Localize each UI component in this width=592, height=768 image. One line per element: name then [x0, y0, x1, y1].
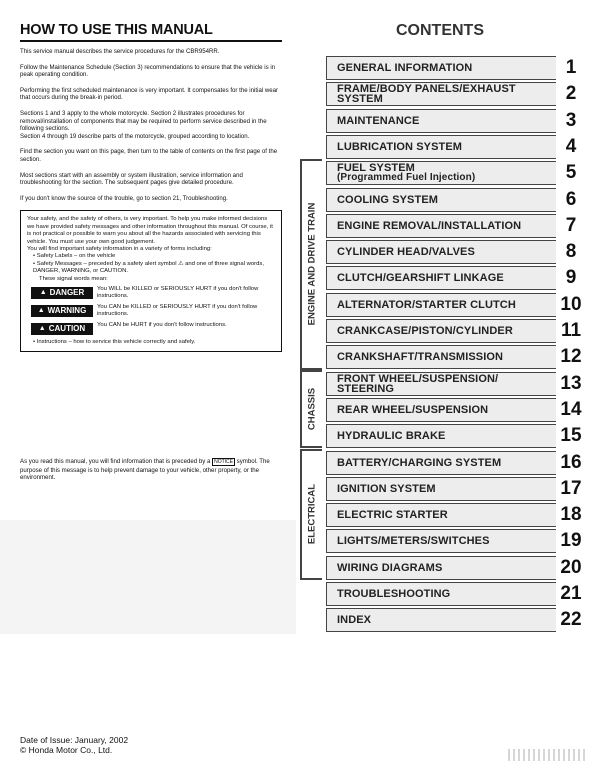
toc-item-label: LIGHTS/METERS/SWITCHES	[326, 529, 556, 553]
toc-item-label: TROUBLESHOOTING	[326, 582, 556, 606]
warning-label: ▲ WARNING	[31, 305, 93, 317]
notice-symbol: NOTICE	[214, 459, 233, 465]
toc-item-21[interactable]	[326, 582, 586, 606]
toc-item-label: REAR WHEEL/SUSPENSION	[326, 398, 556, 422]
troubleshooting-paragraph: If you don't know the source of the trouble, go to section 21, Troubleshooting.	[20, 194, 228, 202]
safety-forms: You will find important safety information in a variety of forms including:	[27, 245, 212, 252]
toc-item-label: HYDRAULIC BRAKE	[326, 424, 556, 448]
toc-item-number: 21	[560, 583, 582, 604]
toc-item-9[interactable]	[326, 266, 586, 290]
group-chassis	[300, 370, 322, 449]
toc-item-17[interactable]	[326, 477, 586, 501]
find-section-paragraph: Find the section you want on this page, then turn to the table of contents on the first page of the section.	[20, 148, 278, 163]
first-maintenance-paragraph: Performing the first scheduled maintenance is very important. It compensates for the initial wear that occurs during the break-in period.	[20, 86, 279, 102]
toc-item-number: 14	[560, 398, 582, 420]
toc-item-5[interactable]	[326, 161, 586, 185]
toc-item-15[interactable]	[326, 424, 586, 448]
toc-item-label: CRANKCASE/PISTON/CYLINDER	[326, 319, 556, 343]
toc-item-number: 22	[560, 609, 582, 631]
copyright: © Honda Motor Co., Ltd.	[20, 745, 113, 755]
toc-item-number: 10	[560, 293, 582, 315]
safety-bullet-messages: • Safety Messages – preceded by a safety alert symbol ⚠ and one of three signal words, DANGER, WARNING, or CAUTION.	[33, 260, 264, 275]
toc-item-label: BATTERY/CHARGING SYSTEM	[326, 451, 556, 475]
toc-item-number: 7	[565, 214, 577, 236]
toc-item-label: INDEX	[326, 608, 556, 632]
toc-item-18[interactable]	[326, 503, 586, 527]
contents-title: CONTENTS	[396, 22, 484, 39]
footer	[20, 735, 128, 755]
toc-item-6[interactable]	[326, 188, 586, 212]
toc-item-label: GENERAL INFORMATION	[326, 56, 556, 80]
toc-item-number: 19	[560, 530, 582, 552]
toc-item-16[interactable]	[326, 451, 586, 475]
toc-item-11[interactable]	[326, 319, 586, 343]
section-structure-paragraph: Most sections start with an assembly or system illustration, service information and troubleshooting for the section. The subsequent pages give detailed procedure.	[20, 171, 243, 187]
toc-item-label: WIRING DIAGRAMS	[326, 556, 556, 580]
toc-item-3[interactable]	[326, 109, 586, 133]
group-label-engine: ENGINE AND DRIVE TRAIN	[306, 203, 318, 326]
toc-item-12[interactable]	[326, 345, 586, 369]
date-of-issue: Date of Issue: January, 2002	[20, 735, 129, 745]
alert-triangle-icon: ▲	[37, 307, 45, 315]
toc-item-number: 8	[565, 241, 577, 263]
alert-triangle-icon: ▲	[39, 289, 47, 297]
toc-item-19[interactable]	[326, 529, 586, 553]
toc-item-4[interactable]	[326, 135, 586, 159]
toc-item-label: ALTERNATOR/STARTER CLUTCH	[326, 293, 556, 317]
toc-item-14[interactable]	[326, 398, 586, 422]
toc-item-label: CYLINDER HEAD/VALVES	[326, 240, 556, 264]
toc-item-number: 11	[560, 320, 582, 341]
manual-intro-column	[20, 22, 282, 362]
toc-item-label: CLUTCH/GEARSHIFT LINKAGE	[326, 266, 556, 290]
toc-item-number: 3	[565, 109, 577, 131]
toc-item-number: 2	[565, 83, 577, 105]
warning-text: You CAN be KILLED or SERIOUSLY HURT if you don't follow instructions.	[97, 303, 258, 318]
scan-edge-mark	[508, 749, 588, 761]
scan-shading	[0, 520, 296, 634]
toc-item-number: 16	[560, 451, 582, 473]
safety-bullet-labels: • Safety Labels – on the vehicle	[33, 253, 116, 260]
toc-item-label: MAINTENANCE	[326, 109, 556, 133]
toc-item-10[interactable]	[326, 293, 586, 317]
toc-item-label: ENGINE REMOVAL/INSTALLATION	[326, 214, 556, 238]
toc-item-label: COOLING SYSTEM	[326, 188, 556, 212]
caution-signal	[31, 322, 275, 335]
toc-item-number: 9	[565, 267, 577, 289]
toc-item-1[interactable]	[326, 56, 586, 80]
page-title: HOW TO USE THIS MANUAL	[20, 22, 282, 42]
danger-signal	[31, 286, 275, 301]
safety-box	[20, 210, 282, 352]
toc-item-number: 5	[565, 162, 577, 184]
toc-item-label: FRAME/BODY PANELS/EXHAUST SYSTEM	[326, 82, 556, 106]
safety-bullet-instructions: • Instructions – how to service this vehicle correctly and safely.	[33, 338, 196, 345]
toc-item-number: 4	[565, 135, 577, 157]
toc-item-label: LUBRICATION SYSTEM	[326, 135, 556, 159]
sections-paragraph: Sections 1 and 3 apply to the whole motorcycle. Section 2 illustrates procedures for removal/installation of components that may be required to perform service described in the following sections. Section 4 through 19 describe parts of the motorcycle, grouped according to location.	[20, 109, 267, 140]
toc-item-label: FUEL SYSTEM (Programmed Fuel Injection)	[326, 161, 556, 185]
toc-item-number: 20	[560, 556, 582, 578]
toc-item-label: FRONT WHEEL/SUSPENSION/ STEERING	[326, 372, 556, 396]
toc-item-22[interactable]	[326, 608, 586, 632]
toc-item-number: 12	[560, 346, 582, 368]
toc-item-number: 17	[560, 477, 582, 499]
group-electrical	[300, 449, 322, 581]
toc-item-number: 1	[565, 57, 577, 78]
intro-paragraph: This service manual describes the service procedures for the CBR954RR.	[20, 48, 220, 55]
toc-item-label: CRANKSHAFT/TRANSMISSION	[326, 345, 556, 369]
group-label-electrical: ELECTRICAL	[306, 484, 318, 545]
caution-text: You CAN be HURT if you don't follow instructions.	[97, 321, 227, 328]
toc-item-20[interactable]	[326, 556, 586, 580]
group-label-chassis: CHASSIS	[306, 387, 318, 431]
danger-label: ▲ DANGER	[31, 287, 93, 299]
maintenance-paragraph: Follow the Maintenance Schedule (Section 3) recommendations to ensure that the vehicle is in peak operating condition.	[20, 63, 276, 79]
alert-triangle-icon: ▲	[38, 324, 46, 332]
caution-label: ▲ CAUTION	[31, 323, 93, 335]
toc-item-number: 6	[565, 188, 577, 210]
toc-item-number: 13	[560, 372, 582, 394]
safety-intro: Your safety, and the safety of others, is very important. To help you make informed decisions we have provided safety messages and other information throughout this manual. Of course, it is not practical or possible to warn you about all the hazards associated with servicing this vehicle. You must use your own good judgement.	[27, 216, 273, 245]
toc-item-7[interactable]	[326, 214, 586, 238]
toc-item-number: 18	[560, 504, 582, 526]
toc-item-label: ELECTRIC STARTER	[326, 503, 556, 527]
toc-item-8[interactable]	[326, 240, 586, 264]
danger-text: You WILL be KILLED or SERIOUSLY HURT if you don't follow instructions.	[97, 285, 259, 300]
toc-item-2[interactable]	[326, 82, 586, 106]
toc-item-label: IGNITION SYSTEM	[326, 477, 556, 501]
toc-item-number: 15	[560, 425, 582, 447]
warning-signal	[31, 304, 275, 319]
toc-item-13[interactable]	[326, 372, 586, 396]
signal-words-heading: These signal words mean:	[39, 275, 108, 282]
notice-paragraph: As you read this manual, you will find information that is preceded by a NOTICE symbol. The purpose of this message is to help prevent damage to your vehicle, other property, or the environment.	[20, 458, 270, 482]
